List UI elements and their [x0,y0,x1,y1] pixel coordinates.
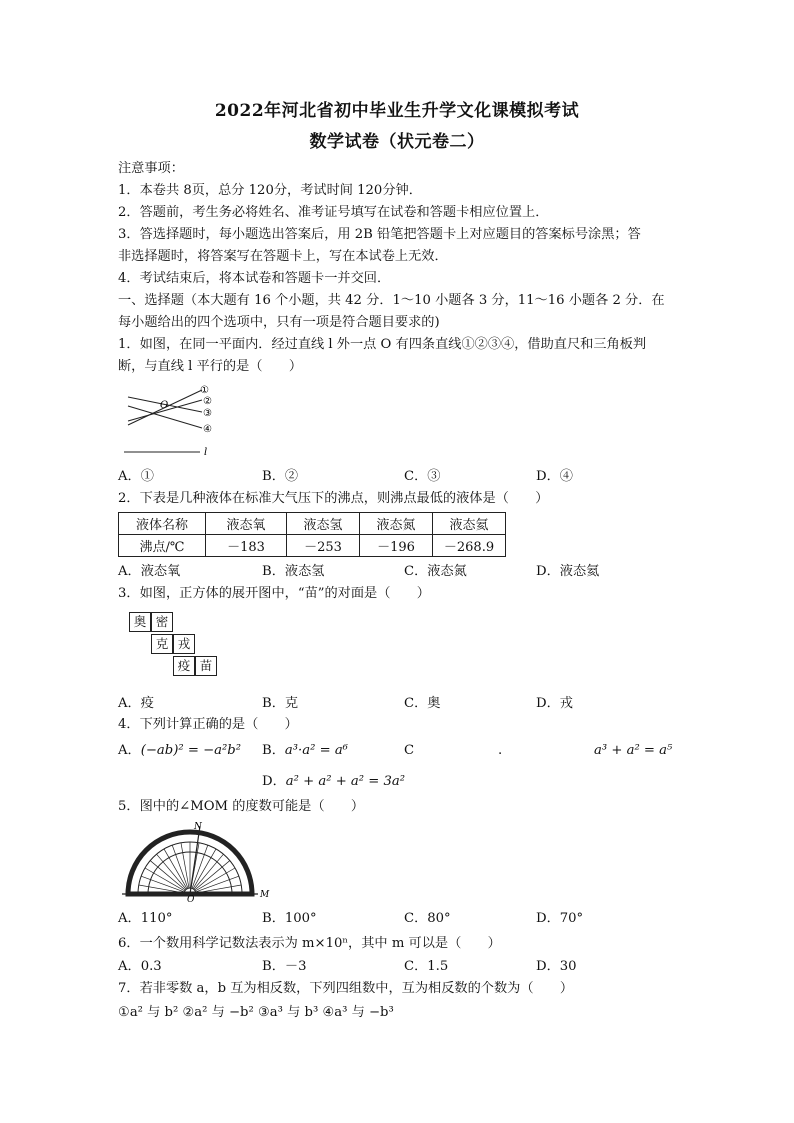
cube-face: 克 [151,634,173,654]
boiling-point-table [118,512,506,557]
q3-option-a[interactable]: A．疫 [118,696,154,711]
q4-option-a[interactable] [118,742,241,760]
table-row [119,535,506,557]
cube-face: 密 [151,612,173,632]
page-subtitle: 数学试卷（状元卷二） [309,132,485,152]
q4-option-c-dot: . [498,743,503,758]
q4-option-d[interactable] [262,773,405,791]
section-heading-line1: 一、选择题（本大题有 16 个小题，共 42 分．1～10 小题各 3 分，11～16 小题各 2 分．在 [118,293,665,308]
note-item: 3．答选择题时，每小题选出答案后，用 2B 铅笔把答题卡上对应题目的答案标号涂黑；答 [118,227,641,242]
q1-option-b[interactable]: B．② [262,469,299,484]
point-n-label: N [194,822,202,832]
table-cell: 液态氮 [360,513,433,535]
q1-text: 1．如图，在同一平面内．经过直线 l 外一点 O 有四条直线①②③④，借助直尺和三角板判 [118,337,647,352]
q4-option-c-expression: a³ + a² = a⁵ [594,743,673,758]
notes-heading: 注意事项： [118,161,184,176]
q1-option-c[interactable]: C．③ [404,469,441,484]
table-cell: 液态氧 [206,513,287,535]
q5-text: 5．图中的∠MOM 的度数可能是（ ） [118,799,365,814]
line-4-label: ④ [203,424,212,435]
point-o-label: O [160,400,169,411]
protractor-ray [181,843,189,888]
q2-option-c[interactable]: C．液态氮 [404,564,467,579]
q7-text: 7．若非零数 a，b 互为相反数，下列四组数中，互为相反数的个数为（ ） [118,981,574,996]
line-1-label: ① [200,385,209,396]
cube-face: 奥 [129,612,151,632]
q5-option-c[interactable]: C．80° [404,911,451,926]
q6-text: 6．一个数用科学记数法表示为 m×10ⁿ，其中 m 可以是（ ） [118,936,501,951]
note-item: 非选择题时，将答案写在答题卡上，写在本试卷上无效． [118,249,448,264]
q7-choices: ①a² 与 b² ②a² 与 −b² ③a³ 与 b³ ④a³ 与 −b³ [118,1005,394,1020]
line-3-label: ③ [203,408,212,419]
table-cell: －268.9 [433,535,506,557]
q5-option-a[interactable]: A．110° [118,911,173,926]
q3-option-d[interactable]: D．戎 [536,696,573,711]
q2-option-d[interactable]: D．液态氦 [536,564,600,579]
option-expression: a² + a² + a² = 3a² [285,774,406,789]
q4-option-b[interactable] [262,742,348,760]
table-cell: 液体名称 [119,513,206,535]
q6-option-b[interactable]: B．－3 [262,959,307,974]
q1-text: 断，与直线 l 平行的是（ ） [118,359,303,374]
q3-text: 3．如图，正方体的展开图中，“苗”的对面是（ ） [118,586,430,601]
q1-option-d[interactable]: D．④ [536,469,573,484]
q5-option-b[interactable]: B．100° [262,911,317,926]
q2-option-a[interactable]: A．液态氧 [118,564,181,579]
line-l-label: l [204,447,208,458]
line-2-label: ② [203,396,212,407]
page-title: 2022年河北省初中毕业生升学文化课模拟考试 [214,101,580,121]
cube-face: 戎 [173,634,195,654]
option-expression: a³·a² = a⁶ [284,743,348,758]
q1-option-a[interactable]: A．① [118,469,154,484]
option-expression: (−ab)² = −a²b² [140,743,242,758]
table-cell: －183 [206,535,287,557]
point-m-label: M [260,890,270,900]
option-label: B． [262,743,285,758]
note-item: 1．本卷共 8页，总分 120分，考试时间 120分钟． [118,183,422,198]
q4-option-c-label[interactable]: C [404,743,415,758]
q2-text: 2．下表是几种液体在标准大气压下的沸点，则沸点最低的液体是（ ） [118,491,549,506]
q5-option-d[interactable]: D．70° [536,911,584,926]
table-cell: 沸点/℃ [119,535,206,557]
q6-option-d[interactable]: D．30 [536,959,577,974]
table-cell: －196 [360,535,433,557]
table-cell: 液态氢 [287,513,360,535]
option-label: D． [262,774,286,789]
q2-option-b[interactable]: B．液态氢 [262,564,325,579]
note-item: 4．考试结束后，将本试卷和答题卡一并交回． [118,271,391,286]
note-item: 2．答题前，考生务必将姓名、准考证号填写在试卷和答题卡相应位置上． [118,205,549,220]
point-o-label: O [187,895,195,905]
q6-option-c[interactable]: C．1.5 [404,959,449,974]
table-header-row [119,513,506,535]
q3-option-c[interactable]: C．奥 [404,696,441,711]
cube-face: 疫 [173,656,195,676]
q4-text: 4．下列计算正确的是（ ） [118,717,298,732]
table-cell: －253 [287,535,360,557]
q6-option-a[interactable]: A．0.3 [118,959,162,974]
protractor-figure [118,820,270,905]
q1-figure [118,380,228,462]
table-cell: 液态氦 [433,513,506,535]
q3-option-b[interactable]: B．克 [262,696,299,711]
cube-face: 苗 [195,656,217,676]
section-heading-line2: 每小题给出的四个选项中，只有一项是符合题目要求的) [118,315,440,330]
option-label: A． [118,743,141,758]
